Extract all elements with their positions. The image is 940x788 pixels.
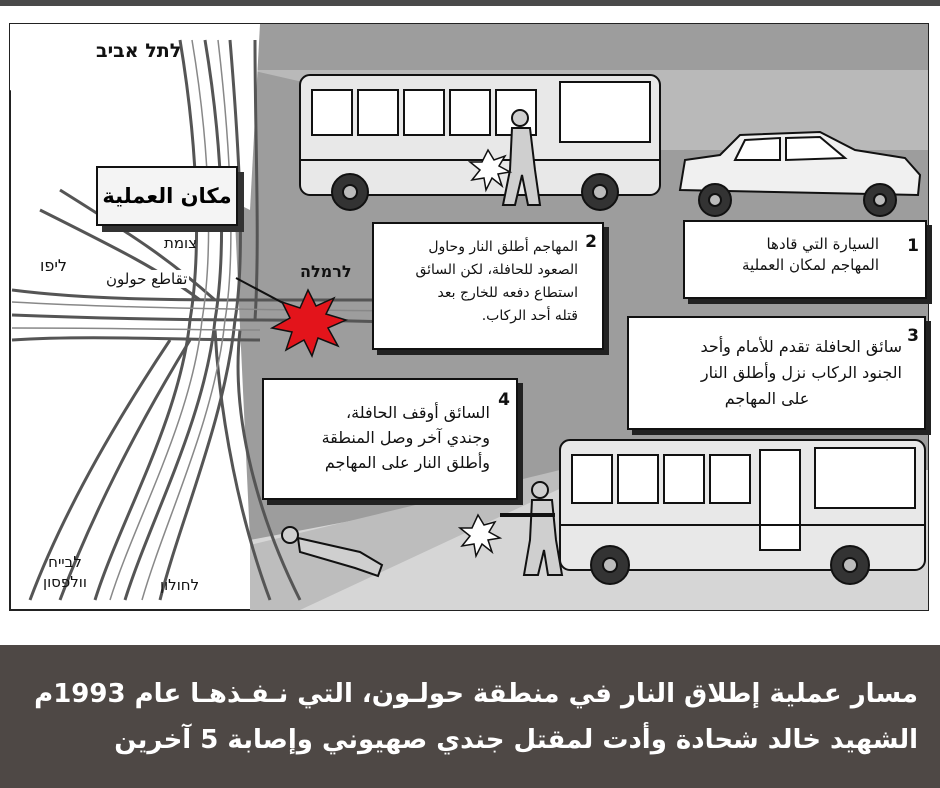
- bus-top-icon: [300, 75, 660, 210]
- step-1-number: 1: [907, 236, 919, 256]
- label-tzomet: צומת: [164, 234, 198, 252]
- caption-line-1: مسار عملية إطلاق النار في منطقة حولـون، التي نـفـذهـا عام 1993م: [34, 679, 918, 709]
- label-yafo: ליפו: [40, 256, 68, 275]
- label-ramla: לרמלה: [300, 262, 352, 281]
- operation-site-box: [96, 166, 238, 226]
- step-2-text: المهاجم أطلق النار وحاول الصعود للحافلة، لكن السائق استطاع دفعه للخارج بعد قتله أحد الركاب.: [415, 239, 578, 324]
- operation-site-label: مكان العملية: [102, 184, 232, 208]
- step-3-box: [627, 316, 926, 430]
- step-4-text: السائق أوقف الحافلة، وجندي آخر وصل المنطقة وأطلق النار على المهاجم: [321, 403, 490, 472]
- step-3-text: سائق الحافلة تقدم للأمام وأحد الجنود الركاب نزل وأطلق النار على المهاجم: [700, 337, 902, 408]
- label-holon-junction: تقاطع حولون: [106, 270, 188, 288]
- step-3-number: 3: [907, 326, 919, 346]
- step-2-number: 2: [585, 232, 597, 252]
- label-bat-yam-wolfson: לבייח וולפסון: [43, 553, 87, 591]
- step-4-number: 4: [498, 390, 510, 410]
- step-1-box: [683, 220, 927, 299]
- bus-bottom-icon: [560, 440, 925, 584]
- caption-line-2: الشهيد خالد شحادة وأدت لمقتل جندي صهيوني وإصابة 5 آخرين: [114, 725, 918, 755]
- label-holon: לחולון: [160, 576, 200, 594]
- label-tel-aviv: לתל אביב: [96, 40, 182, 62]
- caption-panel: [0, 645, 940, 788]
- step-1-text: السيارة التي قادها المهاجم لمكان العملية: [742, 235, 879, 274]
- step-4-box: [262, 378, 518, 500]
- step-2-box: [372, 222, 604, 350]
